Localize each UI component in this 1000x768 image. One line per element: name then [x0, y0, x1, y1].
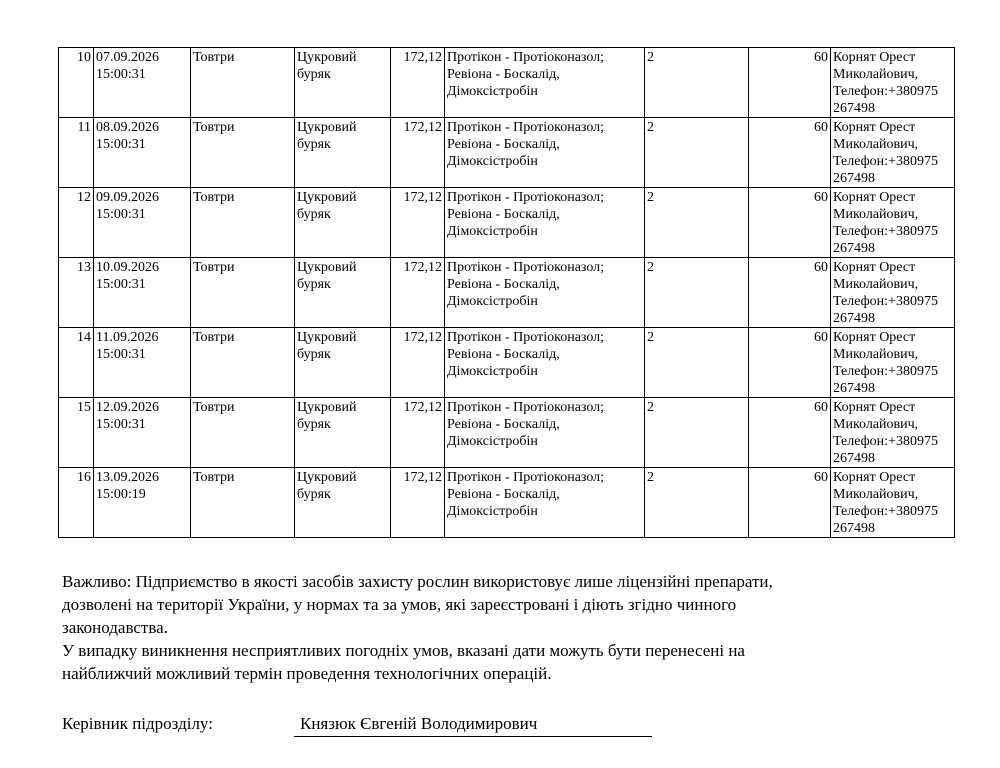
product-cell: Протікон - Протіоконазол; Ревіона - Боскалід, Дімоксістробін	[445, 328, 645, 398]
row-number-cell: 16	[59, 468, 94, 538]
count-cell: 2	[645, 188, 749, 258]
product-cell: Протікон - Протіоконазол; Ревіона - Боскалід, Дімоксістробін	[445, 258, 645, 328]
row-number-cell: 12	[59, 188, 94, 258]
note-line: найближчий можливий термін проведення технологічних операцій.	[62, 664, 552, 683]
schedule-table	[58, 47, 955, 538]
date-cell: 11.09.2026 15:00:31	[94, 328, 191, 398]
rate-cell: 60	[749, 48, 831, 118]
area-cell: 172,12	[391, 118, 445, 188]
table-row	[59, 468, 955, 538]
signature-block	[62, 714, 762, 744]
area-cell: 172,12	[391, 398, 445, 468]
location-cell: Товтри	[191, 188, 295, 258]
rate-cell: 60	[749, 258, 831, 328]
signature-label: Керівник підрозділу:	[62, 714, 213, 733]
crop-cell: Цукровий буряк	[295, 398, 391, 468]
crop-cell: Цукровий буряк	[295, 258, 391, 328]
count-cell: 2	[645, 468, 749, 538]
location-cell: Товтри	[191, 118, 295, 188]
contact-cell: Корнят Орест Миколайович, Телефон:+380975 267498	[831, 258, 955, 328]
location-cell: Товтри	[191, 328, 295, 398]
count-cell: 2	[645, 258, 749, 328]
table-row	[59, 258, 955, 328]
contact-cell: Корнят Орест Миколайович, Телефон:+380975 267498	[831, 188, 955, 258]
table-row	[59, 398, 955, 468]
date-cell: 10.09.2026 15:00:31	[94, 258, 191, 328]
rate-cell: 60	[749, 188, 831, 258]
product-cell: Протікон - Протіоконазол; Ревіона - Боскалід, Дімоксістробін	[445, 118, 645, 188]
area-cell: 172,12	[391, 48, 445, 118]
area-cell: 172,12	[391, 258, 445, 328]
area-cell: 172,12	[391, 468, 445, 538]
table-row	[59, 188, 955, 258]
note-line: Важливо: Підприємство в якості засобів захисту рослин використовує лише ліцензійні препарати,	[62, 572, 773, 591]
date-cell: 07.09.2026 15:00:31	[94, 48, 191, 118]
row-number-cell: 13	[59, 258, 94, 328]
signature-name: Князюк Євгеній Володимирович	[294, 714, 652, 737]
table-row	[59, 328, 955, 398]
count-cell: 2	[645, 118, 749, 188]
row-number-cell: 15	[59, 398, 94, 468]
count-cell: 2	[645, 398, 749, 468]
contact-cell: Корнят Орест Миколайович, Телефон:+380975 267498	[831, 328, 955, 398]
row-number-cell: 11	[59, 118, 94, 188]
table-row	[59, 118, 955, 188]
crop-cell: Цукровий буряк	[295, 328, 391, 398]
location-cell: Товтри	[191, 48, 295, 118]
contact-cell: Корнят Орест Миколайович, Телефон:+380975 267498	[831, 468, 955, 538]
date-cell: 12.09.2026 15:00:31	[94, 398, 191, 468]
product-cell: Протікон - Протіоконазол; Ревіона - Боскалід, Дімоксістробін	[445, 48, 645, 118]
rate-cell: 60	[749, 398, 831, 468]
area-cell: 172,12	[391, 328, 445, 398]
contact-cell: Корнят Орест Миколайович, Телефон:+380975 267498	[831, 398, 955, 468]
crop-cell: Цукровий буряк	[295, 118, 391, 188]
rate-cell: 60	[749, 118, 831, 188]
rate-cell: 60	[749, 328, 831, 398]
location-cell: Товтри	[191, 258, 295, 328]
date-cell: 09.09.2026 15:00:31	[94, 188, 191, 258]
contact-cell: Корнят Орест Миколайович, Телефон:+380975 267498	[831, 48, 955, 118]
count-cell: 2	[645, 48, 749, 118]
row-number-cell: 14	[59, 328, 94, 398]
date-cell: 13.09.2026 15:00:19	[94, 468, 191, 538]
crop-cell: Цукровий буряк	[295, 48, 391, 118]
product-cell: Протікон - Протіоконазол; Ревіона - Боскалід, Дімоксістробін	[445, 398, 645, 468]
table-row	[59, 48, 955, 118]
count-cell: 2	[645, 328, 749, 398]
area-cell: 172,12	[391, 188, 445, 258]
note-line: У випадку виникнення несприятливих погодніх умов, вказані дати можуть бути перенесені на	[62, 641, 745, 660]
rate-cell: 60	[749, 468, 831, 538]
table-body	[59, 48, 955, 538]
crop-cell: Цукровий буряк	[295, 468, 391, 538]
important-note	[62, 570, 942, 685]
contact-cell: Корнят Орест Миколайович, Телефон:+380975 267498	[831, 118, 955, 188]
location-cell: Товтри	[191, 468, 295, 538]
date-cell: 08.09.2026 15:00:31	[94, 118, 191, 188]
note-line: законодавства.	[62, 618, 168, 637]
location-cell: Товтри	[191, 398, 295, 468]
product-cell: Протікон - Протіоконазол; Ревіона - Боскалід, Дімоксістробін	[445, 468, 645, 538]
note-line: дозволені на території України, у нормах та за умов, які зареєстровані і діють згідно чинного	[62, 595, 737, 614]
row-number-cell: 10	[59, 48, 94, 118]
product-cell: Протікон - Протіоконазол; Ревіона - Боскалід, Дімоксістробін	[445, 188, 645, 258]
crop-cell: Цукровий буряк	[295, 188, 391, 258]
